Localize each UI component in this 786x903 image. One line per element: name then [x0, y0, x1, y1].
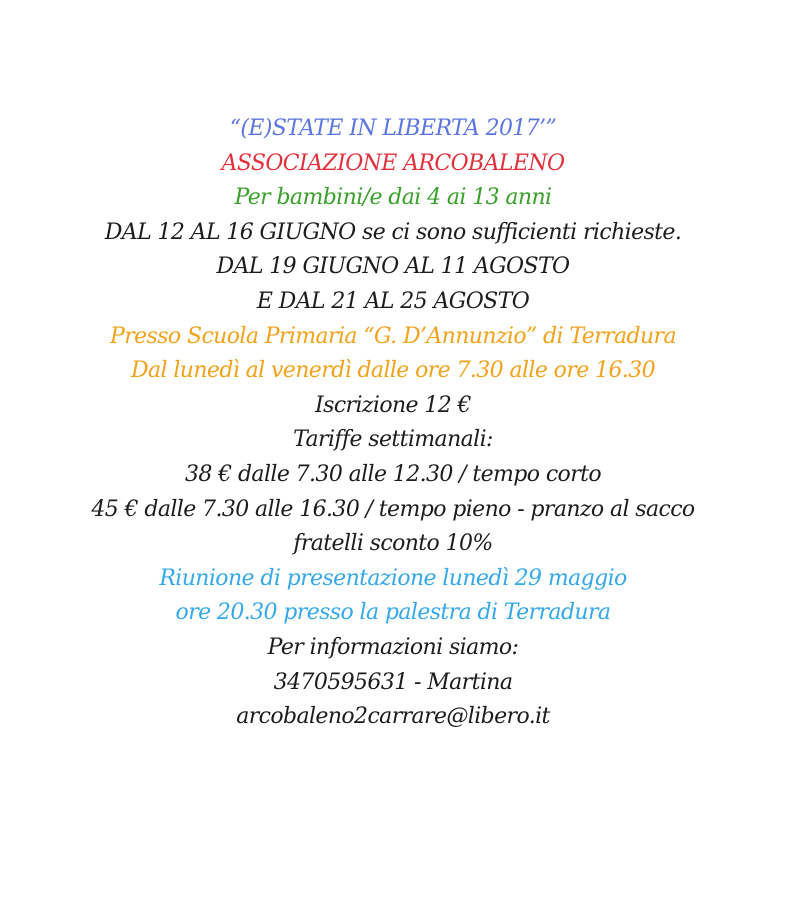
contact-email: arcobaleno2carrare@libero.it	[236, 704, 550, 730]
dates-line-3: E DAL 21 AL 25 AGOSTO	[256, 288, 530, 314]
association-name: ASSOCIAZIONE ARCOBALENO	[221, 150, 565, 176]
meeting-line-2: ore 20.30 presso la palestra di Terradura	[175, 600, 611, 626]
dates-line-2: DAL 19 GIUGNO AL 11 AGOSTO	[216, 254, 570, 280]
meeting-line-1: Riunione di presentazione lunedì 29 maggio	[159, 565, 627, 591]
schedule-line: Dal lunedì al venerdì dalle ore 7.30 alle ore 16.30	[130, 358, 656, 384]
rate-full-time: 45 € dalle 7.30 alle 16.30 / tempo pieno - pranzo al sacco	[91, 496, 695, 522]
rate-short-time: 38 € dalle 7.30 alle 12.30 / tempo corto	[184, 461, 602, 487]
info-heading: Per informazioni siamo:	[267, 634, 519, 660]
flyer-title: “(E)STATE IN LIBERTA 2017’”	[229, 116, 557, 141]
flyer-text-block	[0, 112, 786, 735]
sibling-discount: fratelli sconto 10%	[293, 531, 493, 557]
rates-heading: Tariffe settimanali:	[293, 427, 493, 453]
contact-phone: 3470595631 - Martina	[273, 669, 513, 695]
registration-fee: Iscrizione 12 €	[315, 392, 471, 418]
dates-line-1: DAL 12 AL 16 GIUGNO se ci sono sufficienti richieste.	[104, 219, 682, 245]
audience-line: Per bambini/e dai 4 ai 13 anni	[234, 185, 552, 211]
location-line: Presso Scuola Primaria “G. D’Annunzio” di Terradura	[110, 323, 676, 349]
